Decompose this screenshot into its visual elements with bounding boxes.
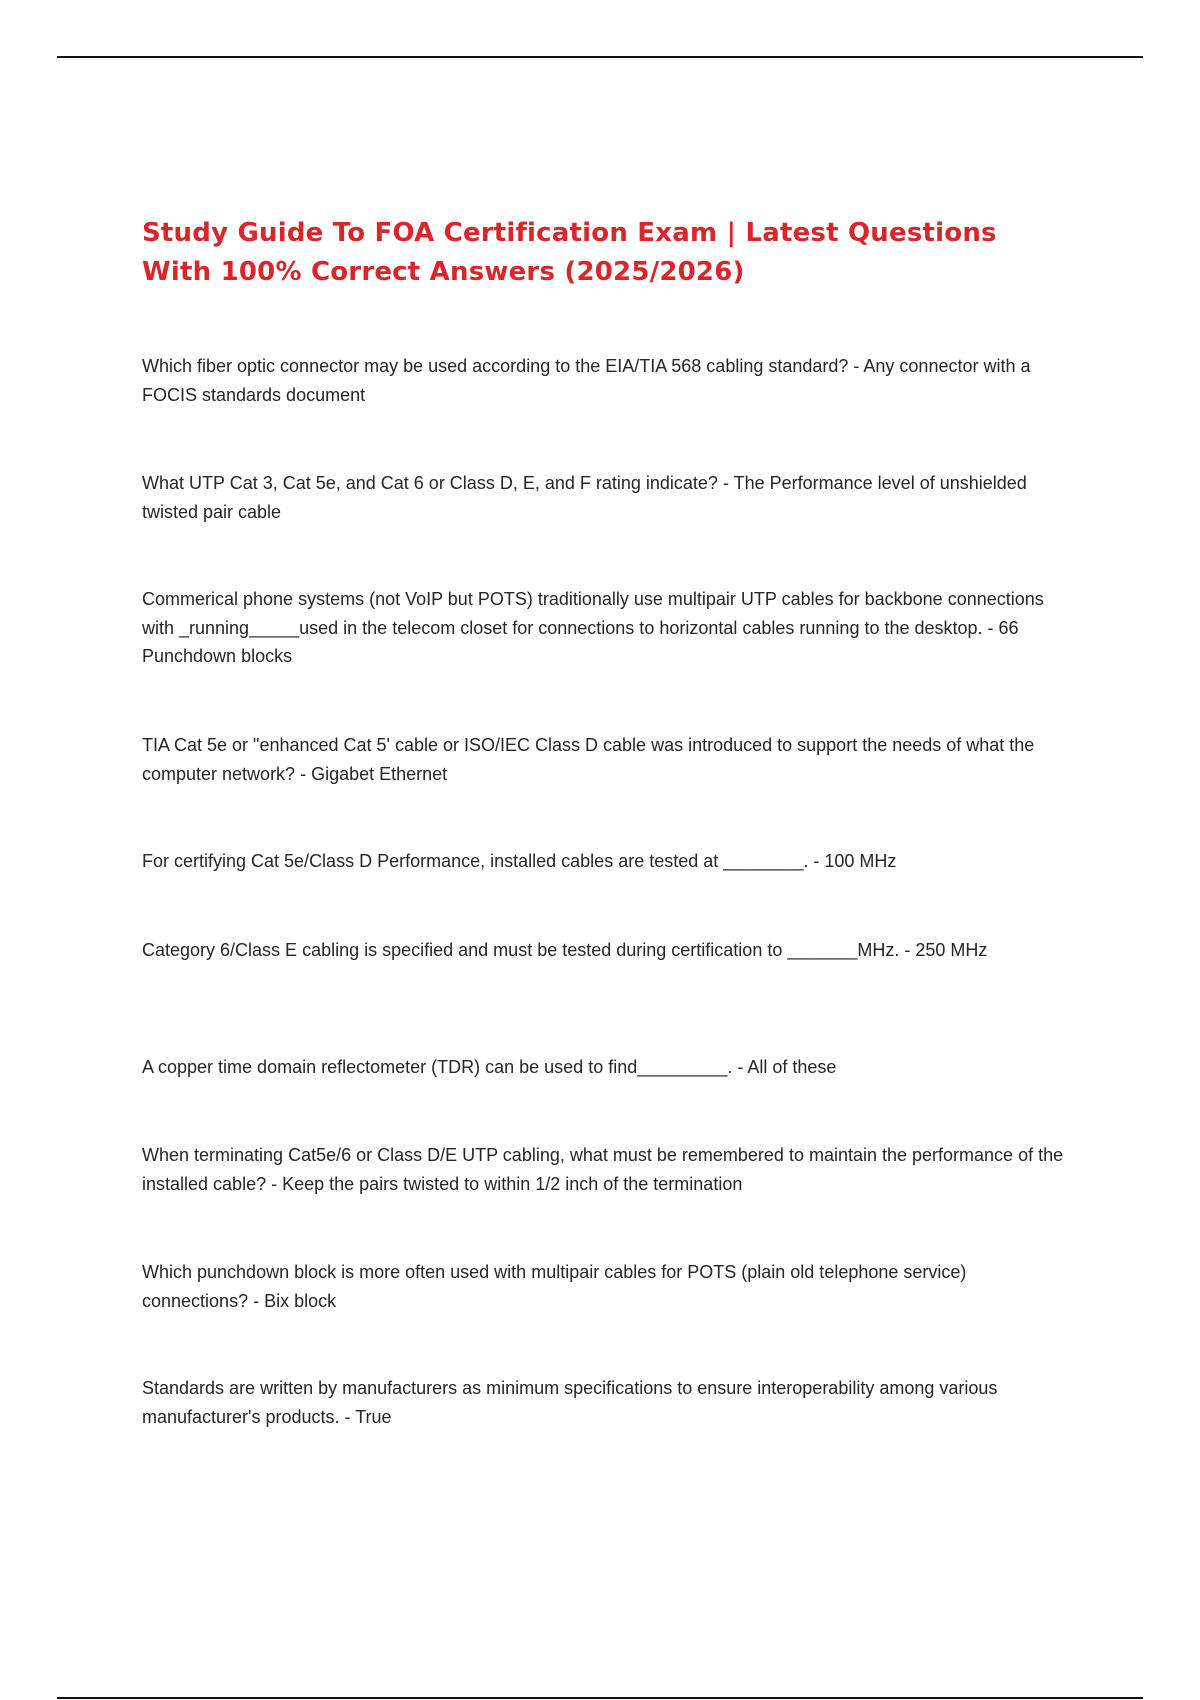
question-item-2: What UTP Cat 3, Cat 5e, and Cat 6 or Class D, E, and F rating indicate? - The Performance level of unshielded twisted pair cable — [142, 473, 1027, 522]
question-item-4: TIA Cat 5e or "enhanced Cat 5' cable or ISO/IEC Class D cable was introduced to support the needs of what the computer network? - Gigabet Ethernet — [142, 735, 1035, 784]
header-rule — [57, 56, 1143, 58]
question-item-6: Category 6/Class E cabling is specified and must be tested during certification to _______MHz. - 250 MHz — [142, 940, 988, 960]
question-item-10: Standards are written by manufacturers as minimum specifications to ensure interoperability among various manufacturer's products. - True — [142, 1378, 998, 1427]
question-item-1: Which fiber optic connector may be used according to the EIA/TIA 568 cabling standard? - Any connector with a FOCIS standards document — [142, 356, 1031, 405]
document-title: Study Guide To FOA Certification Exam | Latest Questions With 100% Correct Answers (2025/2026) — [142, 218, 997, 287]
question-item-7: A copper time domain reflectometer (TDR) can be used to find_________. - All of these — [142, 1057, 837, 1077]
footer-rule — [57, 1697, 1143, 1699]
question-item-3: Commerical phone systems (not VoIP but POTS) traditionally use multipair UTP cables for backbone connections with _running_____used in the telecom closet for connections to horizontal cables running to the desktop. - 66 Punchdown blocks — [142, 589, 1044, 666]
question-item-9: Which punchdown block is more often used with multipair cables for POTS (plain old telephone service) connections? - Bix block — [142, 1262, 967, 1311]
question-item-5: For certifying Cat 5e/Class D Performance, installed cables are tested at ________. - 100 MHz — [142, 851, 897, 871]
question-item-8: When terminating Cat5e/6 or Class D/E UTP cabling, what must be remembered to maintain the performance of the installed cable? - Keep the pairs twisted to within 1/2 inch of the termination — [142, 1145, 1064, 1194]
